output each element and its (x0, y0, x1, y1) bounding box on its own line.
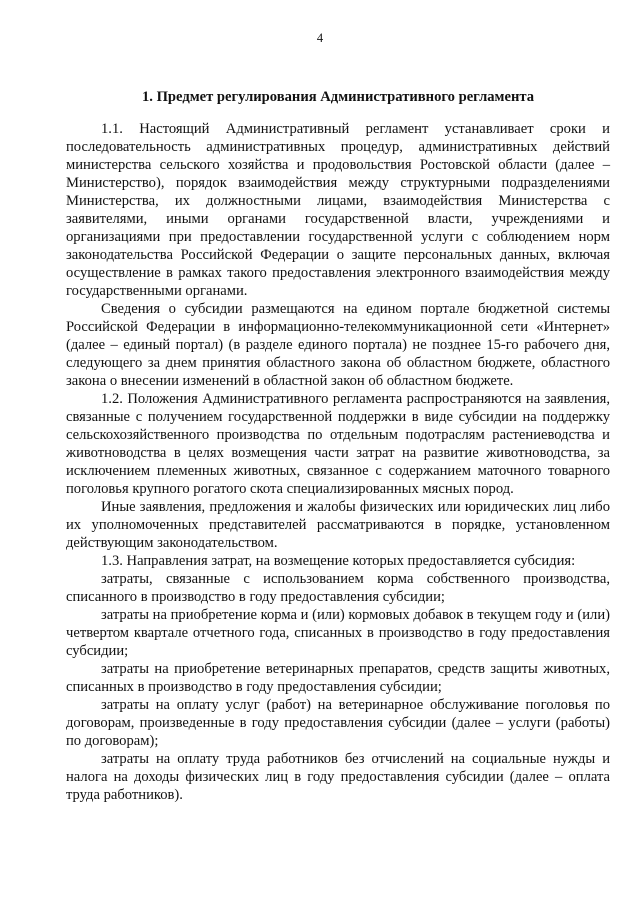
section-title: 1. Предмет регулирования Административного регламента (141, 89, 535, 105)
paragraph-subsidy-info: Сведения о субсидии размещаются на едином портале бюджетной системы Российской Федерации в информационно-телекоммуникационной сети «Интернет» (далее – единый портал) (в разделе единого портала) не позднее 15-го рабочего дня, следующего за днем принятия областного закона об областном бюджете, областного закона о внесении изменений в областной закон об областном бюджете. (66, 301, 610, 389)
list-item-own-feed: затраты, связанные с использованием корма собственного производства, списанного в производство в году предоставления субсидии; (66, 571, 610, 605)
paragraph-1-1: 1.1. Настоящий Административный регламент устанавливает сроки и последовательность административных процедур, административных действий министерства сельского хозяйства и продовольствия Ростовской области (далее – Министерство), порядок взаимодействия между структурными подразделениями Министерства, их должностными лицами, взаимодействия Министерства с заявителями, иными органами государственной власти, учреждениями и организациями при предоставлении государственной услуги с соблюдением норм законодательства Российской Федерации о защите персональных данных, включая осуществление в рамках такого предоставления электронного взаимодействия между государственными органами. (66, 121, 610, 299)
paragraph-1-3: 1.3. Направления затрат, на возмещение которых предоставляется субсидия: (101, 553, 576, 569)
paragraph-other-applications: Иные заявления, предложения и жалобы физических или юридических лиц либо их уполномоченных представителей рассматриваются в порядке, установленном действующим законодательством. (66, 499, 610, 551)
document-body (66, 120, 610, 804)
list-item-labor-costs: затраты на оплату труда работников без отчислений на социальные нужды и налога на доходы физических лиц в году предоставления субсидии (далее – оплата труда работников). (66, 751, 610, 803)
paragraph-1-2: 1.2. Положения Административного регламента распространяются на заявления, связанные с получением государственной поддержки в виде субсидии на поддержку сельскохозяйственного производства по отдельным подотраслям растениеводства и животноводства в целях возмещения части затрат на развитие животноводства, за исключением племенных животных, связанное с содержанием маточного товарного поголовья крупного рогатого скота специализированных мясных пород. (66, 391, 610, 497)
list-item-veterinary-drugs: затраты на приобретение ветеринарных препаратов, средств защиты животных, списанных в производство в году предоставления субсидии; (66, 661, 610, 695)
list-item-feed-purchase: затраты на приобретение корма и (или) кормовых добавок в текущем году и (или) четвертом квартале отчетного года, списанных в производство в году предоставления субсидии; (66, 607, 610, 659)
page-number: 4 (316, 31, 324, 45)
list-item-veterinary-services: затраты на оплату услуг (работ) на ветеринарное обслуживание поголовья по договорам, произведенные в году предоставления субсидии (далее – услуги (работы) по договорам); (66, 697, 610, 749)
